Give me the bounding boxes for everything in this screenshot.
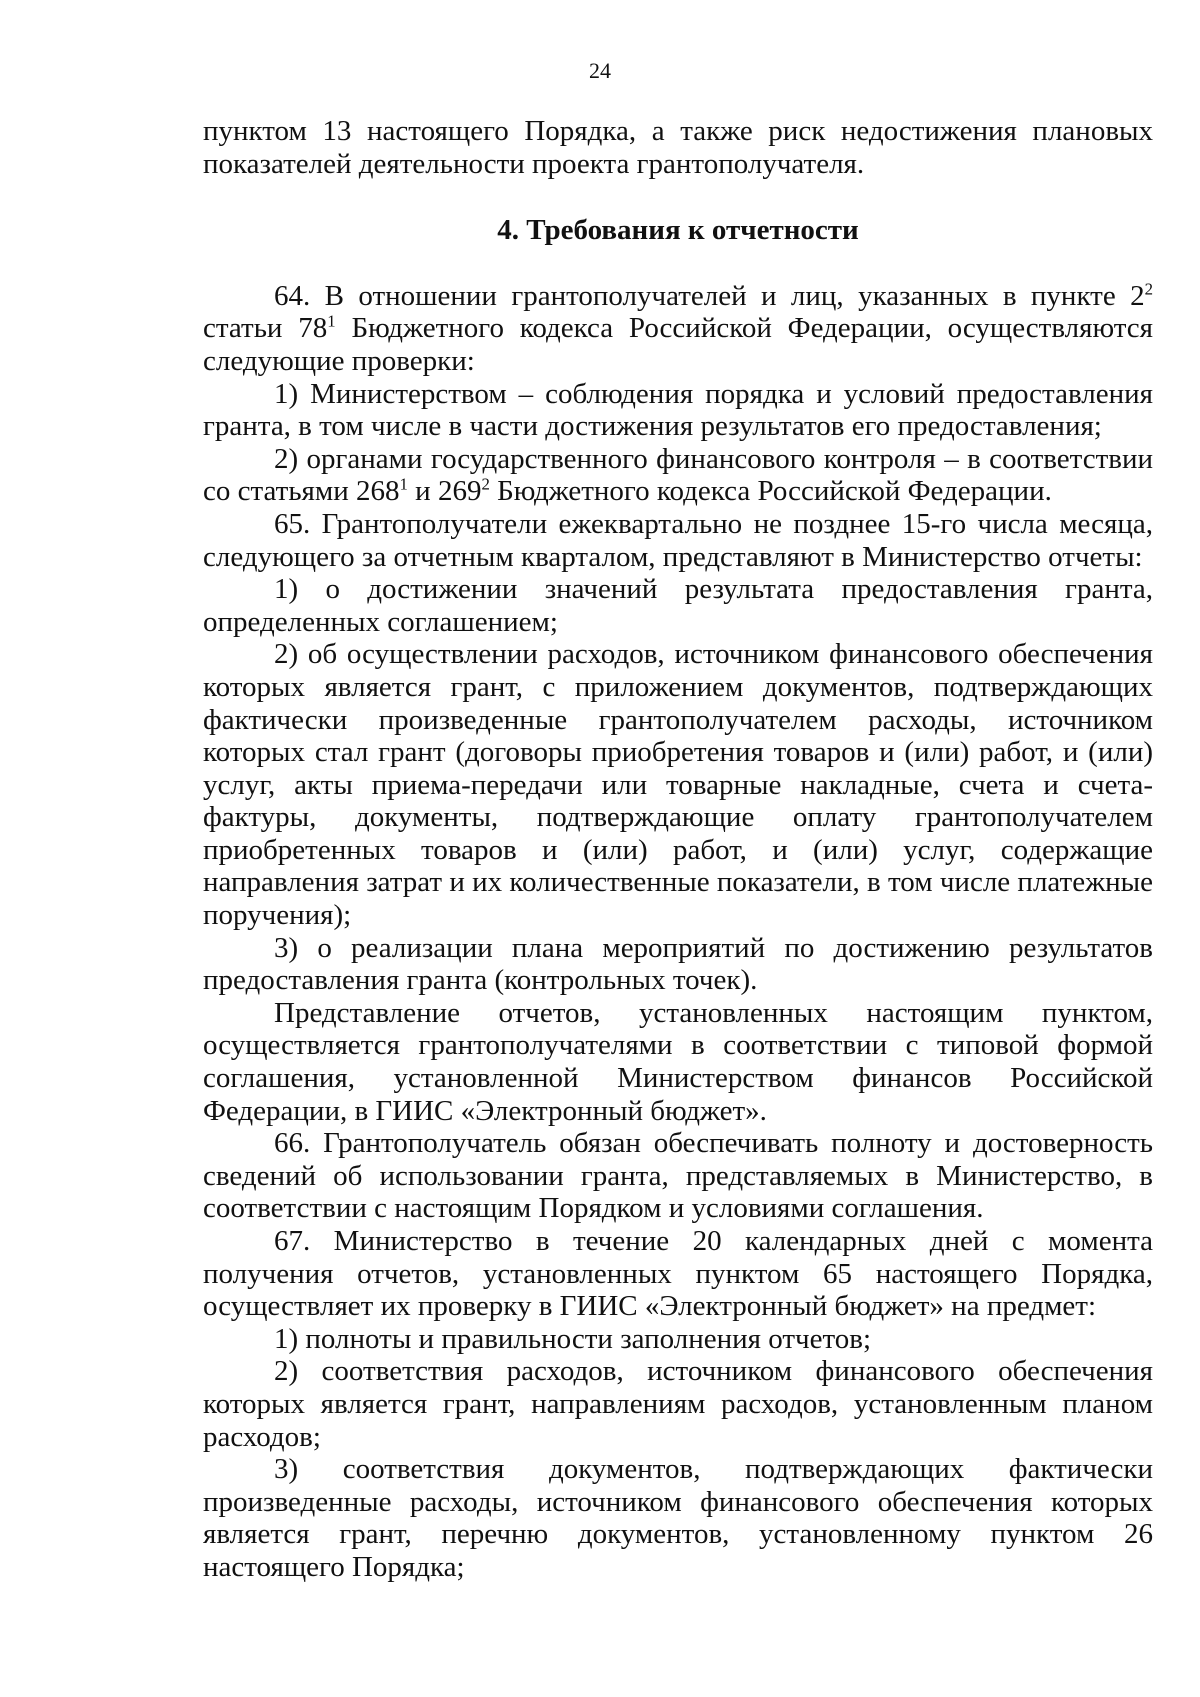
paragraph-67-item-3: 3) соответствия документов, подтверждающих фактически произведенные расходы, источником финансового обеспечения которых является грант, перечню документов, установленному пунктом 26 настоящего Порядка; bbox=[203, 1453, 1153, 1583]
paragraph-67-item-1: 1) полноты и правильности заполнения отчетов; bbox=[274, 1322, 872, 1355]
paragraph-intro-continuation: пунктом 13 настоящего Порядка, а также риск недостижения плановых показателей деятельности проекта грантополучателя. bbox=[203, 115, 1153, 180]
section-heading: 4. Требования к отчетности bbox=[497, 214, 859, 247]
paragraph-65: 65. Грантополучатели ежеквартально не позднее 15-го числа месяца, следующего за отчетным кварталом, представляют в Министерство отчеты: bbox=[203, 507, 1153, 573]
superscript: 2 bbox=[1144, 279, 1153, 299]
paragraph-64: 64. В отношении грантополучателей и лиц, указанных в пункте $2^2$ статьи $78^1$ Бюджетного кодекса Российской Федерации, осуществляются следующие проверки: bbox=[203, 279, 1153, 377]
paragraph-65-item-3: 3) о реализации плана мероприятий по достижению результатов предоставления гранта (контрольных точек). bbox=[203, 931, 1153, 997]
document-body bbox=[203, 115, 1153, 1584]
paragraph-67: 67. Министерство в течение 20 календарных дней с момента получения отчетов, установленных пунктом 65 настоящего Порядка, осуществляет их проверку в ГИИС «Электронный бюджет» на предмет: bbox=[203, 1225, 1153, 1323]
paragraph-65-item-1: 1) о достижении значений результата предоставления гранта, определенных соглашением; bbox=[203, 573, 1153, 638]
superscript: 1 bbox=[399, 474, 408, 494]
page-number: 24 bbox=[589, 58, 611, 83]
paragraph-65-item-2: 2) об осуществлении расходов, источником финансового обеспечения которых является грант, с приложением документов, подтверждающих фактически произведенные грантополучателем расходы, источником которых стал грант (договоры приобретения товаров и (или) работ, и (или) услуг, акты приема-передачи или товарные накладные, счета и счета-фактуры, документы, подтверждающие оплату грантополучателем приобретенных товаров и (или) работ, и (или) услуг, содержащие направления затрат и их количественные показатели, в том числе платежные поручения); bbox=[203, 638, 1153, 932]
superscript: 1 bbox=[327, 311, 336, 331]
paragraph-65-reporting: Представление отчетов, установленных настоящим пунктом, осуществляется грантополучателями в соответствии с типовой формой соглашения, установленной Министерством финансов Российской Федерации, в ГИИС «Электронный бюджет». bbox=[203, 996, 1153, 1127]
paragraph-67-item-2: 2) соответствия расходов, источником финансового обеспечения которых является грант, направлениям расходов, установленным планом расходов; bbox=[203, 1355, 1153, 1453]
paragraph-66: 66. Грантополучатель обязан обеспечивать полноту и достоверность сведений об использовании гранта, представляемых в Министерство, в соответствии с настоящим Порядком и условиями соглашения. bbox=[203, 1127, 1153, 1225]
paragraph-64-item-1: 1) Министерством – соблюдения порядка и условий предоставления гранта, в том числе в части достижения результатов его предоставления; bbox=[203, 377, 1153, 443]
superscript: 2 bbox=[481, 474, 490, 494]
paragraph-64-item-2: 2) органами государственного финансового контроля – в соответствии со статьями $268^1$ и $269^2$ Бюджетного кодекса Российской Федерации. bbox=[203, 442, 1153, 508]
